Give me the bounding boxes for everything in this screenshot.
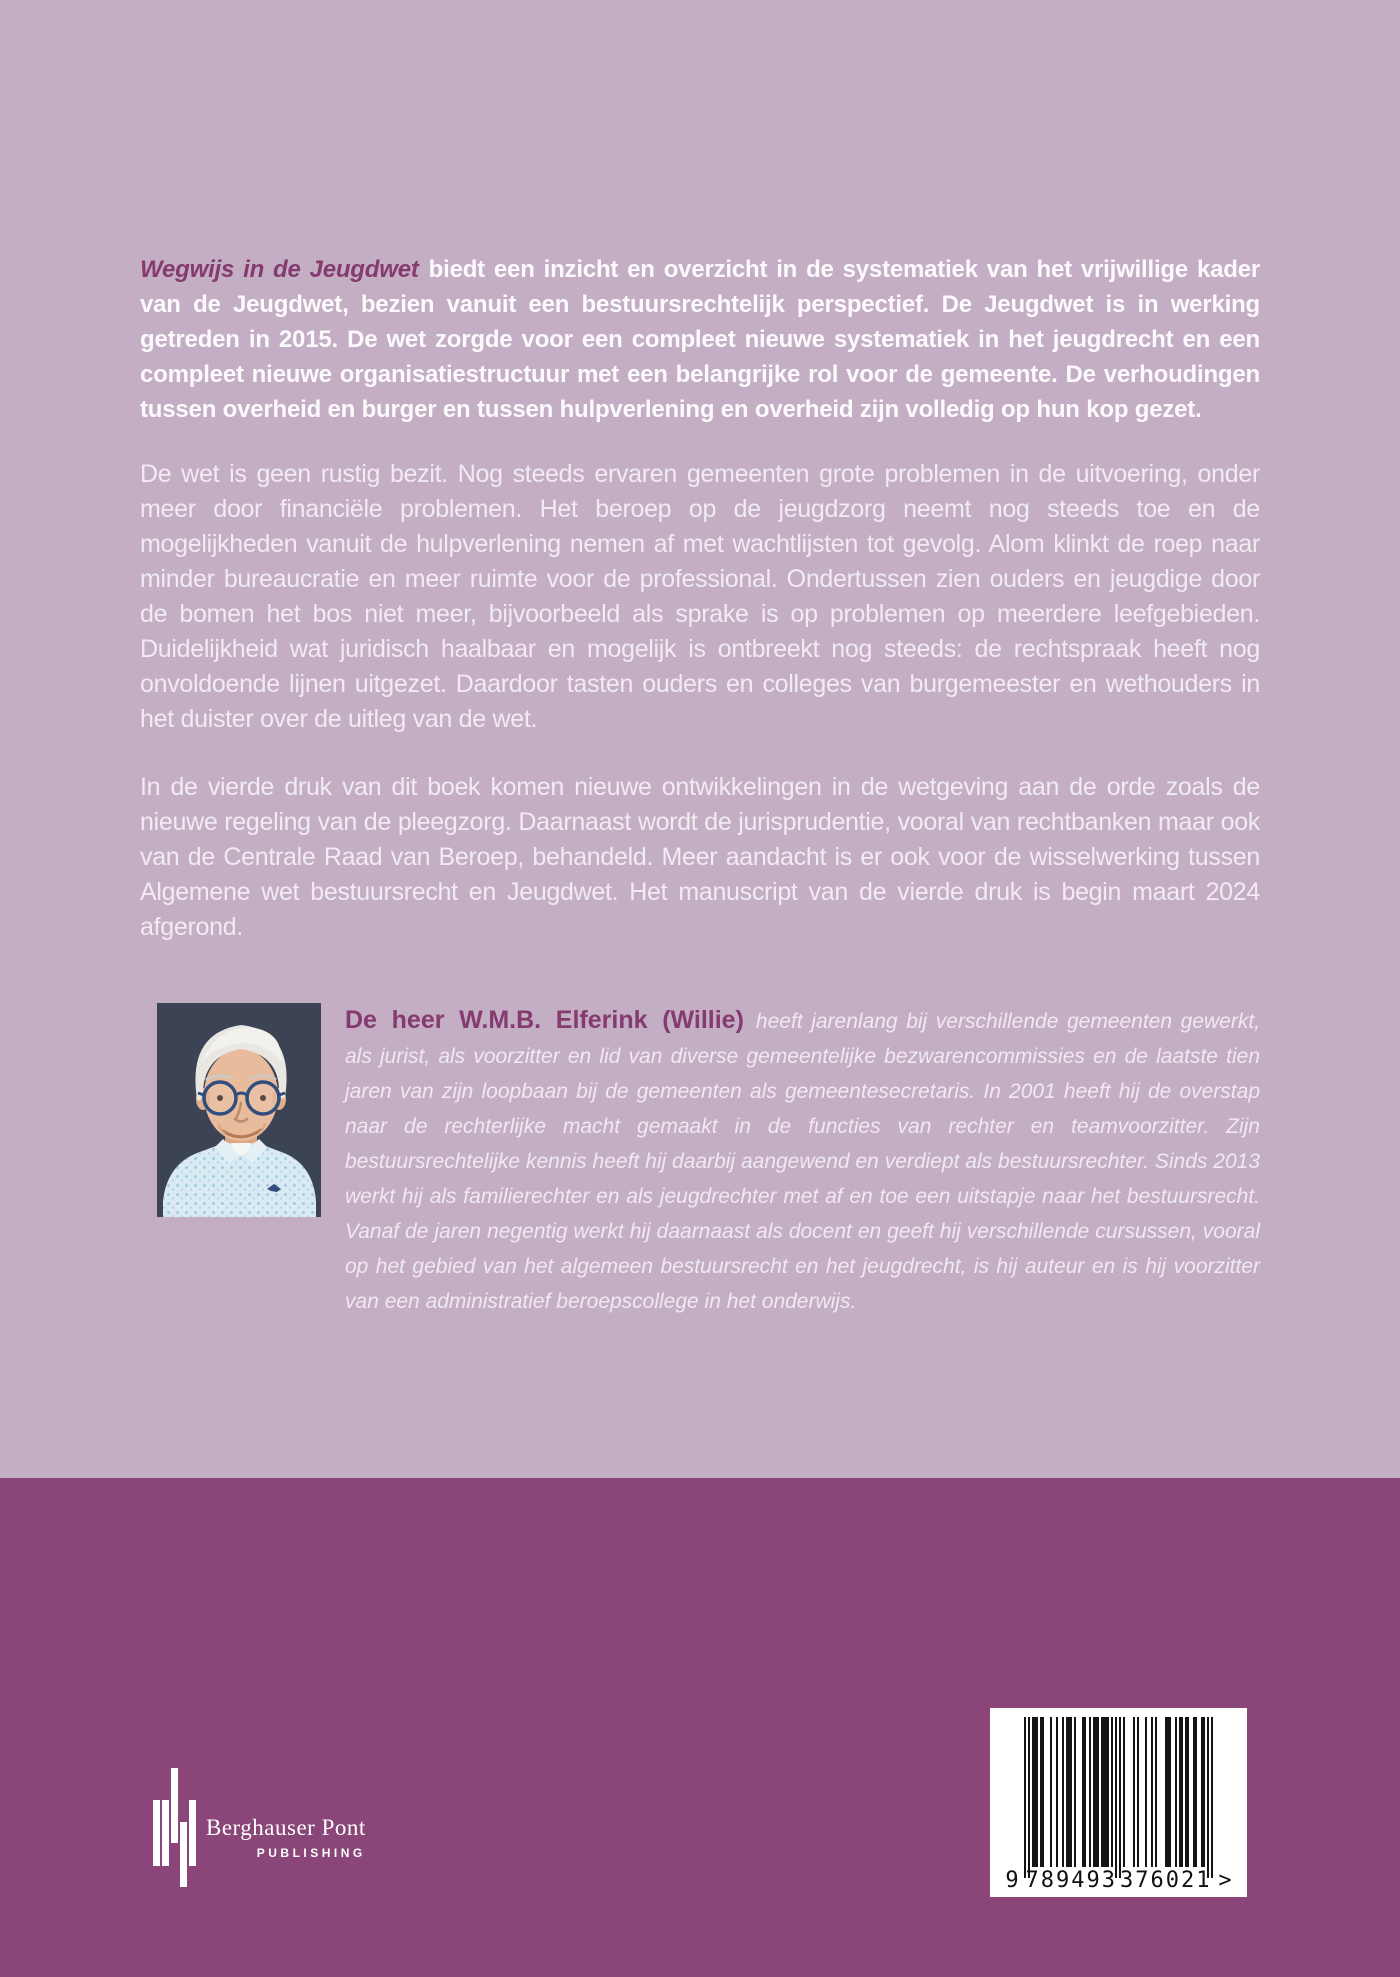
intro-paragraph-text: biedt een inzicht en overzicht in de systematiek van het vrijwillige kader van de Jeugdwet, bezien vanuit een bestuursrechtelijk perspectief. De Jeugdwet is in werking getreden in 2015. De wet zorgde voor een compleet nieuwe systematiek in het jeugdrecht en een compleet nieuwe organisatiestructuur met een belangrijke rol voor de gemeente. De verhoudingen tussen overheid en burger en tussen hulpverlening en overheid zijn volledig op hun kop gezet. [140,256,1261,423]
publisher-band [0,1478,1400,1977]
barcode-bars [1024,1717,1213,1867]
isbn-barcode [990,1708,1247,1897]
publisher-logo-text [206,1815,366,1860]
logo-bar [153,1800,160,1866]
paragraph-current-problems: De wet is geen rustig bezit. Nog steeds ervaren gemeenten grote problemen in de uitvoering, onder meer door financiële problemen. Het beroep op de jeugdzorg neemt nog steeds toe en de mogelijkheden vanuit de hulpverlening nemen af met wachtlijsten tot gevolg. Alom klinkt de roep naar minder bureaucratie en meer ruimte voor de professional. Ondertussen zien ouders en jeugdige door de bomen het bos niet meer, bijvoorbeeld als sprake is op problemen op meerdere leefgebieden. Duidelijkheid wat juridisch haalbaar en mogelijk is ontbreekt nog steeds: de rechtspraak heeft nog onvoldoende lijnen uitgezet. Daardoor tasten ouders en colleges van burgemeester en wethouders in het duister over de uitleg van de wet. [140,460,1260,733]
logo-bar [189,1800,196,1866]
cover-text-block [140,252,1260,1319]
author-bio-text: heeft jarenlang bij verschillende gemeenten gewerkt, als jurist, als voorzitter en lid van diverse gemeentelijke bezwarencommissies en de laatste tien jaren van zijn loopbaan bij de gemeenten als gemeentesecretaris. In 2001 heeft hij de overstap naar de rechterlijke macht gemaakt in de functies van rechter en teamvoorzitter. Zijn bestuursrechtelijke kennis heeft hij daarbij aangewend en verdiept als bestuursrechter. Sinds 2013 werkt hij als familierechter en als jeugdrechter met af en toe een uitstapje naar het bestuursrecht. Vanaf de jaren negentig werkt hij daarnaast als docent en geeft hij verschillende cursussen, vooral op het gebied van het algemeen bestuursrecht en het jeugdrecht, is hij auteur en is hij voorzitter van een administratief beroepscollege in het onderwijs. [345,1010,1260,1313]
barcode-digit-group-2: 376021 [1120,1868,1212,1893]
author-name: De heer W.M.B. Elferink (Willie) [345,1006,744,1034]
barcode-digit-left: 9 [1005,1868,1019,1893]
intro-paragraph [140,252,1260,427]
author-bio [345,1003,1260,1319]
barcode-digit-group-1: 789493 [1025,1868,1117,1893]
publisher-name: Berghauser Pont [206,1815,366,1840]
logo-bar [180,1822,187,1887]
barcode-suffix: > [1218,1868,1232,1893]
publisher-subtitle: PUBLISHING [256,1846,366,1860]
paragraph-fourth-edition: In de vierde druk van dit boek komen nieuwe ontwikkelingen in de wetgeving aan de orde zoals de nieuwe regeling van de pleegzorg. Daarnaast wordt de jurisprudentie, vooral van rechtbanken maar ook van de Centrale Raad van Beroep, behandeld. Meer aandacht is er ook voor de wisselwerking tussen Algemene wet bestuursrecht en Jeugdwet. Het manuscript van de vierde druk is begin maart 2024 afgerond. [140,773,1260,941]
publisher-logo-icon [153,1768,197,1887]
book-title: Wegwijs in de Jeugdwet [140,256,419,283]
logo-bar [171,1768,178,1843]
author-section [140,1003,1260,1319]
author-photo [157,1003,321,1217]
barcode-digits [1000,1867,1237,1893]
logo-bar [162,1800,169,1866]
